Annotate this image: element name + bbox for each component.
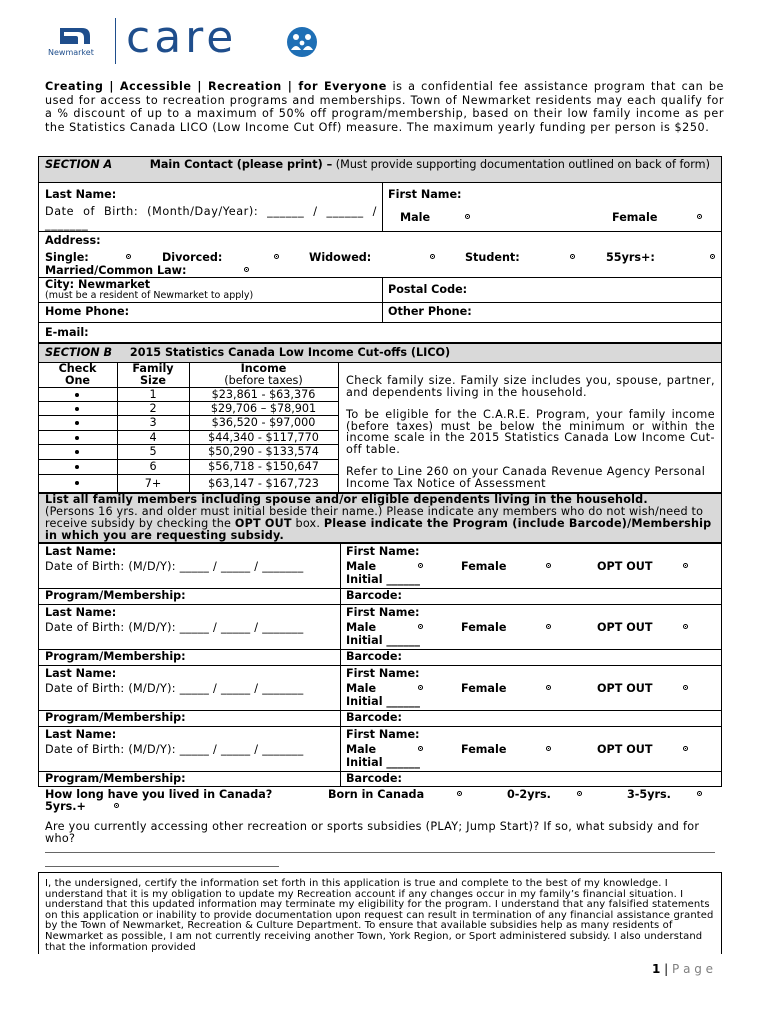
widowed-label: Widowed: [309, 251, 372, 264]
address-label[interactable]: Address: [45, 234, 101, 247]
opt-out-word: OPT OUT [234, 517, 292, 530]
residency-0-2-radio[interactable] [577, 791, 582, 796]
care-logo [126, 12, 326, 64]
member-female-radio[interactable] [546, 685, 551, 690]
family-size: 7+ [144, 477, 162, 490]
lico-row [38, 430, 338, 445]
member-first-name-label[interactable]: First Name: [346, 728, 420, 741]
check-bullet[interactable] [75, 436, 79, 440]
over55-radio[interactable] [710, 254, 715, 259]
member-opt-out-checkbox[interactable] [683, 685, 688, 690]
member-last-name-label[interactable]: Last Name: [45, 728, 117, 741]
main-male-label: Male [400, 211, 431, 224]
member-program-label[interactable]: Program/Membership: [45, 711, 186, 724]
main-dob-label[interactable]: Date of Birth: (Month/Day/Year): ______ / ______ / _______ [45, 205, 377, 231]
subsidy-question: Are you currently accessing other recreation or sports subsidies (PLAY; Jump Start)? If so, what subsidy and for who? [45, 820, 700, 845]
page-separator: | [660, 962, 673, 976]
family-size: 2 [149, 402, 157, 415]
main-male-radio[interactable] [465, 214, 470, 219]
member-barcode-label[interactable]: Barcode: [346, 650, 402, 663]
row-divider [38, 322, 722, 323]
member-initial-label[interactable]: Initial ______ [346, 756, 420, 769]
row-divider [38, 302, 722, 303]
member-barcode-label[interactable]: Barcode: [346, 711, 402, 724]
income-range: $29,706 – $78,901 [210, 402, 317, 415]
income-range: $44,340 - $117,770 [208, 431, 319, 444]
section-b-heading [45, 346, 450, 359]
page-word: P a g e [672, 962, 714, 976]
member-opt-out-label: OPT OUT [597, 560, 653, 573]
subsidy-answer-line[interactable] [45, 866, 279, 867]
lico-header-size [117, 363, 189, 387]
section-a-label: SECTION A [45, 158, 113, 171]
header-check-line2: One [64, 374, 91, 387]
lico-row [38, 387, 338, 402]
members-instructions [45, 494, 717, 542]
header-size-line1: Family [132, 362, 174, 375]
member-female-radio[interactable] [546, 746, 551, 751]
member-male-label: Male [346, 621, 377, 634]
family-size: 3 [149, 416, 157, 429]
member-dob-label[interactable]: Date of Birth: (M/D/Y): _____ / _____ / _______ [45, 743, 304, 756]
member-female-label: Female [461, 621, 507, 634]
header-size-line2: Size [140, 374, 166, 387]
intro-paragraph [45, 80, 724, 134]
lico-para-1: Check family size. Family size includes you, spouse, partner, and dependents living in the household. [346, 374, 715, 399]
col-divider [382, 183, 383, 231]
divorced-label: Divorced: [162, 251, 223, 264]
income-range: $63,147 - $167,723 [208, 477, 319, 490]
single-radio[interactable] [126, 254, 131, 259]
member-male-label: Male [346, 682, 377, 695]
section-b-title: 2015 Statistics Canada Low Income Cut-offs (LICO) [129, 346, 451, 359]
check-bullet[interactable] [75, 421, 79, 425]
member-last-name-label[interactable]: Last Name: [45, 606, 117, 619]
married-radio[interactable] [244, 267, 249, 272]
family-size: 4 [149, 431, 157, 444]
certification-text: I, the undersigned, certify the information set forth in this application is true and complete to the best of my knowledge. I understand that it is my obligation to update my Recreation account if any changes occur in my family’s financial situation. I understand that this updated information may terminate my eligibility for the program. I understand that any falsified statements on this application or inability to provide documentation upon request can result in termination of any financial assistance granted by the Town of Newmarket, Recreation & Culture Department. To ensure that available subsidies help as many residents of Newmarket as possible, I am not currently receiving another Town, York Region, or Sport administered subsidy. I also understand that the information provided [45, 878, 714, 953]
member-male-radio[interactable] [418, 624, 423, 629]
check-bullet[interactable] [75, 450, 79, 454]
section-a-note: (Must provide supporting documentation outlined on back of form) [335, 158, 710, 171]
member-program-label[interactable]: Program/Membership: [45, 772, 186, 785]
born-in-canada-label: Born in Canada [328, 788, 425, 801]
residency-0-2-label: 0-2yrs. [507, 788, 551, 801]
member-last-name-label[interactable]: Last Name: [45, 667, 117, 680]
lico-header-income [189, 363, 338, 387]
section-a [38, 156, 722, 343]
email-label[interactable]: E-mail: [45, 326, 89, 339]
student-label: Student: [465, 251, 520, 264]
section-a-title: Main Contact (please print) – [149, 158, 333, 171]
over55-label: 55yrs+: [606, 251, 655, 264]
intro-bold: Creating | Accessible | Recreation | for Everyone [45, 80, 387, 93]
city-note: (must be a resident of Newmarket to apply) [45, 290, 254, 301]
member-initial-label[interactable]: Initial ______ [346, 695, 420, 708]
member-entry [38, 665, 722, 726]
other-phone-label[interactable]: Other Phone: [388, 305, 472, 318]
page-number: 1 [652, 962, 661, 976]
member-female-label: Female [461, 560, 507, 573]
header-divider [115, 18, 116, 64]
intro-text: is a confidential fee assistance program that can be used for access to recreation programs and memberships. Town of Newmarket residents may each qualify for a % discount of up to a maximum of 50% off program/membership, based on their low family income as per the Statistics Canada LICO (Low Income Cut Off) measure. The maximum yearly funding per person is $250. [45, 80, 724, 134]
col-divider [338, 363, 339, 493]
member-female-label: Female [461, 743, 507, 756]
member-opt-out-label: OPT OUT [597, 743, 653, 756]
member-program-label[interactable]: Program/Membership: [45, 650, 186, 663]
member-female-radio[interactable] [546, 563, 551, 568]
check-bullet[interactable] [75, 393, 79, 397]
income-range: $36,520 - $97,000 [211, 416, 316, 429]
single-label: Single: [45, 251, 89, 264]
member-entry [38, 543, 722, 604]
residency-5-plus-label: 5yrs.+ [45, 800, 86, 813]
postal-code-label[interactable]: Postal Code: [388, 283, 468, 296]
income-range: $50,290 - $133,574 [208, 445, 319, 458]
section-b-label: SECTION B [45, 346, 112, 359]
check-bullet[interactable] [75, 407, 79, 411]
member-program-label[interactable]: Program/Membership: [45, 589, 186, 602]
member-barcode-label[interactable]: Barcode: [346, 772, 402, 785]
member-dob-label[interactable]: Date of Birth: (M/D/Y): _____ / _____ / _______ [45, 682, 304, 695]
member-dob-label[interactable]: Date of Birth: (M/D/Y): _____ / _____ / _______ [45, 560, 304, 573]
residency-3-5-radio[interactable] [697, 791, 702, 796]
lico-row [38, 444, 338, 459]
main-last-name-label[interactable]: Last Name: [45, 188, 117, 201]
residency-3-5-label: 3-5yrs. [627, 788, 671, 801]
newmarket-logo [48, 24, 106, 58]
member-male-label: Male [346, 560, 377, 573]
row-divider [38, 231, 722, 232]
member-entry [38, 604, 722, 665]
member-barcode-label[interactable]: Barcode: [346, 589, 402, 602]
main-female-radio[interactable] [697, 214, 702, 219]
lico-row [38, 474, 338, 493]
member-last-name-label[interactable]: Last Name: [45, 545, 117, 558]
member-male-radio[interactable] [418, 563, 423, 568]
member-male-radio[interactable] [418, 685, 423, 690]
subsidy-answer-line[interactable] [45, 852, 715, 853]
residency-5-plus-radio[interactable] [114, 803, 119, 808]
member-first-name-label[interactable]: First Name: [346, 606, 420, 619]
member-female-label: Female [461, 682, 507, 695]
income-range: $56,718 - $150,647 [208, 460, 319, 473]
lico-para-2: To be eligible for the C.A.R.E. Program, your family income (before taxes) must be below the minimum or within the income scale in the 2015 Statistics Canada Low Income Cut-off table. [346, 408, 715, 456]
home-phone-label[interactable]: Home Phone: [45, 305, 130, 318]
member-dob-label[interactable]: Date of Birth: (M/D/Y): _____ / _____ / _______ [45, 621, 304, 634]
member-initial-label[interactable]: Initial ______ [346, 634, 420, 647]
members-note: (Persons 16 yrs. and older must initial beside their name.) Please indicate any members who do not wish/need to receive subsidy by checking the [45, 505, 704, 530]
member-entry [38, 726, 722, 787]
lico-para-3: Refer to Line 260 on your Canada Revenue Agency Personal Income Tax Notice of Assessment [346, 465, 706, 490]
check-bullet[interactable] [75, 465, 79, 469]
newmarket-logo-icon [48, 24, 106, 46]
lico-header-check [38, 363, 117, 387]
married-label: Married/Common Law: [45, 264, 187, 277]
member-opt-out-checkbox[interactable] [683, 746, 688, 751]
family-icon [286, 26, 318, 58]
lico-row [38, 401, 338, 416]
member-female-radio[interactable] [546, 624, 551, 629]
lico-instructions [346, 375, 715, 489]
lico-row [38, 459, 338, 474]
widowed-radio[interactable] [430, 254, 435, 259]
newmarket-logo-text: Newmarket [48, 48, 94, 57]
members-note-2: box. [291, 517, 324, 530]
member-opt-out-label: OPT OUT [597, 682, 653, 695]
lico-row [38, 415, 338, 430]
family-size: 5 [149, 445, 157, 458]
members-note-3: Please indicate the Program (include Barcode)/Membership in which you are requesting subsidy. [45, 517, 712, 542]
header-check-line1: Check [58, 362, 97, 375]
member-initial-label[interactable]: Initial ______ [346, 573, 420, 586]
check-bullet[interactable] [75, 481, 79, 485]
page-footer [652, 962, 713, 976]
city-label: City: Newmarket [45, 278, 151, 291]
member-male-radio[interactable] [418, 746, 423, 751]
member-first-name-label[interactable]: First Name: [346, 545, 420, 558]
main-female-label: Female [612, 211, 658, 224]
section-a-heading [45, 159, 719, 171]
member-opt-out-checkbox[interactable] [683, 563, 688, 568]
care-logo-text: care [126, 12, 238, 63]
family-size: 6 [149, 460, 157, 473]
born-in-canada-radio[interactable] [457, 791, 462, 796]
member-male-label: Male [346, 743, 377, 756]
divorced-radio[interactable] [274, 254, 279, 259]
student-radio[interactable] [570, 254, 575, 259]
member-opt-out-label: OPT OUT [597, 621, 653, 634]
col-divider [382, 277, 383, 322]
header-income-line2: (before taxes) [224, 374, 303, 387]
family-size: 1 [149, 388, 157, 401]
canada-question: How long have you lived in Canada? [45, 788, 273, 801]
main-first-name-label[interactable]: First Name: [388, 188, 462, 201]
header-income-line1: Income [240, 362, 287, 375]
income-range: $23,861 - $63,376 [211, 388, 316, 401]
members-heading: List all family members including spouse and/or eligible dependents living in the household. [45, 493, 648, 506]
member-first-name-label[interactable]: First Name: [346, 667, 420, 680]
member-opt-out-checkbox[interactable] [683, 624, 688, 629]
